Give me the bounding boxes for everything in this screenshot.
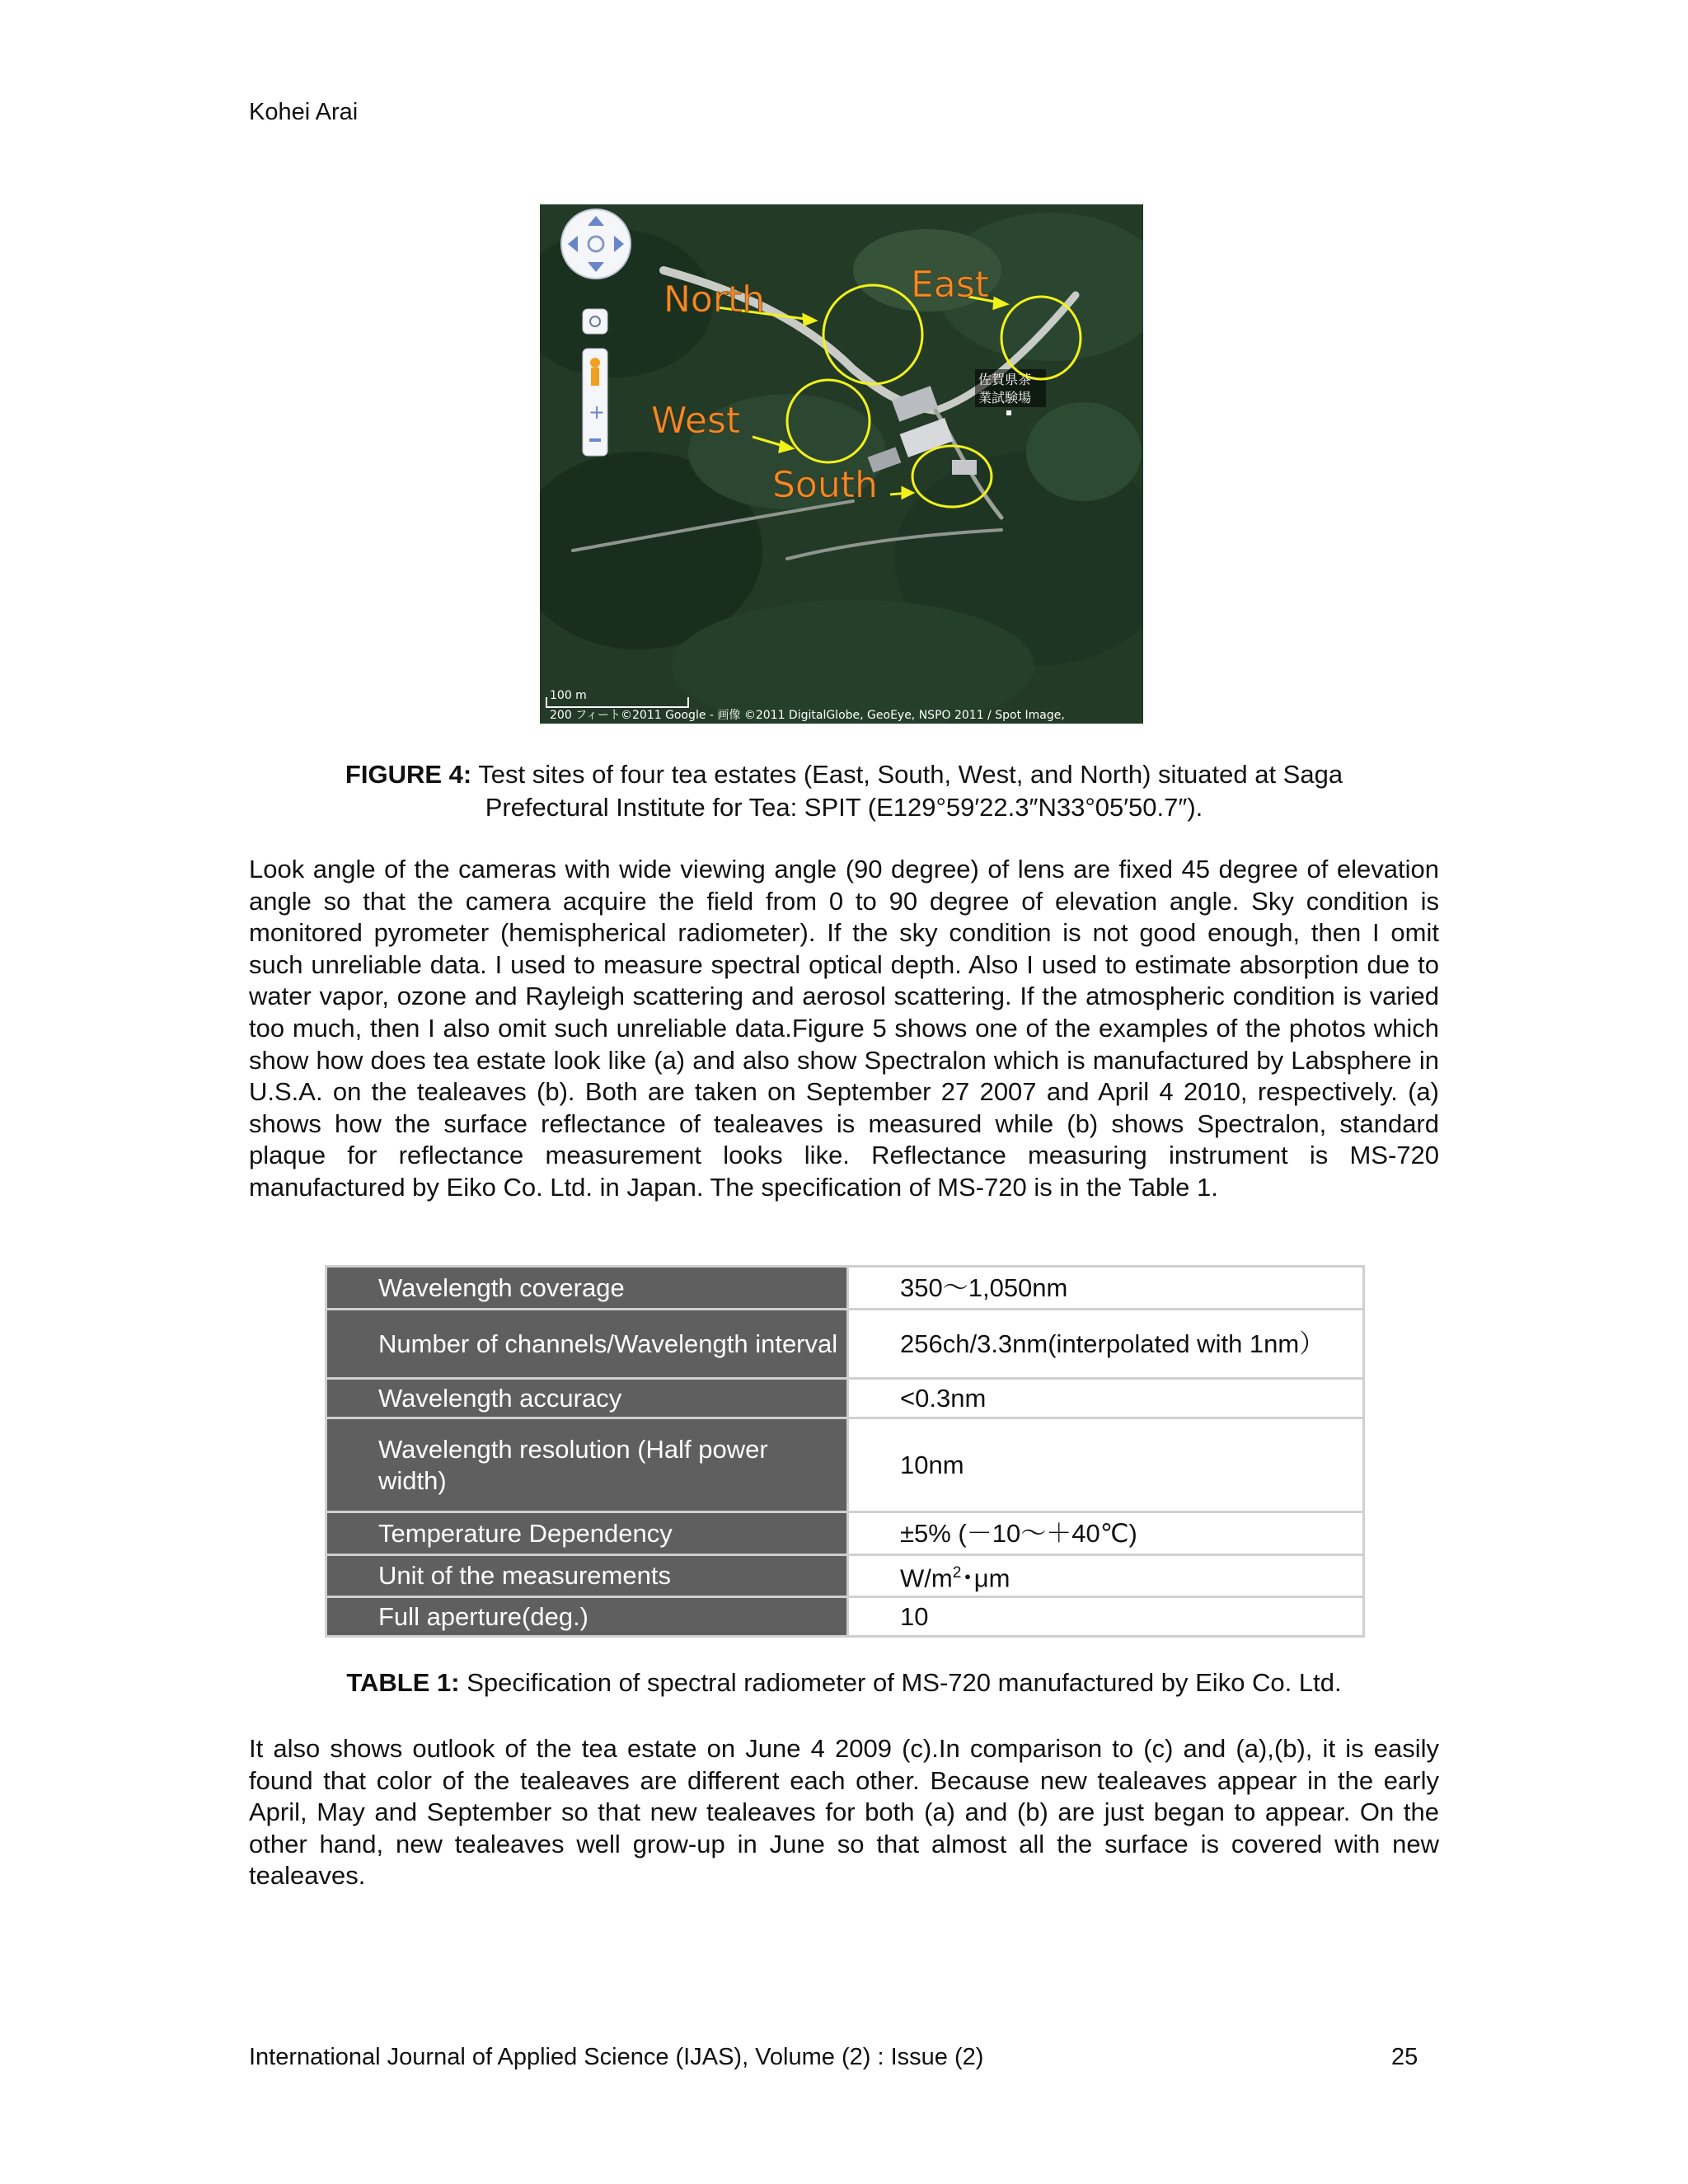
table-caption-label: TABLE 1: — [346, 1668, 460, 1697]
zoom-in-icon: + — [588, 401, 606, 424]
unit-superscript: 2 — [952, 1564, 962, 1582]
table-key-cell: Wavelength resolution (Half power width) — [326, 1418, 848, 1512]
table-row — [326, 1418, 1364, 1512]
table-key-cell: Wavelength accuracy — [326, 1379, 848, 1418]
table-value-cell: 10 — [848, 1597, 1364, 1637]
scale-top-text: 100 m — [550, 689, 587, 702]
place-name-line2: 業試験場 — [978, 390, 1032, 405]
map-attribution: ©2011 Google - 画像 ©2011 DigitalGlobe, GeoEye, NSPO 2011 / Spot Image, — [621, 709, 1065, 722]
figure-caption-line1: Test sites of four tea estates (East, South, West, and North) situated at Saga — [478, 760, 1343, 789]
table-key-cell: Unit of the measurements — [326, 1555, 848, 1597]
table-row — [326, 1267, 1364, 1310]
unit-suffix: ･μm — [961, 1563, 1010, 1593]
table-value-cell: 350～1,050nm — [848, 1267, 1364, 1310]
table-value-cell — [848, 1555, 1364, 1597]
table-row — [326, 1512, 1364, 1555]
table-value-cell: 10nm — [848, 1418, 1364, 1512]
pegman-icon — [590, 358, 600, 368]
table-value-cell: 256ch/3.3nm(interpolated with 1nm） — [848, 1310, 1364, 1379]
table-key-cell: Number of channels/Wavelength interval — [326, 1310, 848, 1379]
map-label-east: East — [911, 264, 989, 306]
map-label-north: North — [663, 279, 766, 321]
body-paragraph-1: Look angle of the cameras with wide viewing angle (90 degree) of lens are fixed 45 degree of elevation angle so that the camera acquire the field from 0 to 90 degree of elevation angle. Sky condition is monitored pyrometer (hemispherical radiometer). If the sky condition is not good enough, then I omit such unreliable data. I used to measure spectral optical depth. Also I used to estimate absorption due to water vapor, ozone and Rayleigh scattering and aerosol scattering. If the atmospheric condition is varied too much, then I also omit such unreliable data.Figure 5 shows one of the examples of the photos which show how does tea estate look like (a) and also show Spectralon which is manufactured by Labsphere in U.S.A. on the tealeaves (b). Both are taken on September 27 2007 and April 4 2010, respectively. (a) shows how the surface reflectance of tealeaves is measured while (b) shows Spectralon, standard plaque for reflectance measurement looks like. Reflectance measuring instrument is MS-720 manufactured by Eiko Co. Ltd. in Japan. The specification of MS-720 is in the Table 1. — [249, 855, 1439, 1202]
scale-bottom-text: 200 フィート — [550, 709, 621, 722]
satellite-map-figure — [540, 204, 1143, 724]
map-zoom-controls[interactable] — [583, 309, 607, 456]
spec-table — [325, 1265, 1365, 1638]
table-caption — [249, 1668, 1439, 1698]
map-pan-control[interactable] — [561, 209, 631, 279]
footer-journal: International Journal of Applied Science (IJAS), Volume (2) : Issue (2) — [249, 2044, 984, 2070]
figure-caption — [249, 758, 1439, 824]
figure-caption-label: FIGURE 4: — [345, 760, 472, 789]
table-key-cell: Full aperture(deg.) — [326, 1597, 848, 1637]
table-row — [326, 1555, 1364, 1597]
map-label-west: West — [651, 400, 741, 442]
table-value-cell: <0.3nm — [848, 1379, 1364, 1418]
table-row — [326, 1379, 1364, 1418]
table-row — [326, 1597, 1364, 1637]
unit-prefix: W/m — [900, 1563, 953, 1593]
table-value-cell: ±5% (－10～＋40℃) — [848, 1512, 1364, 1555]
table-key-cell: Temperature Dependency — [326, 1512, 848, 1555]
table-key-cell: Wavelength coverage — [326, 1267, 848, 1310]
place-name-line1: 佐賀県茶 — [978, 372, 1032, 387]
zoom-out-icon — [589, 438, 601, 442]
body-paragraph-2: It also shows outlook of the tea estate on June 4 2009 (c).In comparison to (c) and (a),(b), it is easily found that color of the tealeaves are different each other. Because new tealeaves appear in the early April, May and September so that new tealeaves for both (a) and (b) are just began to appear. On the other hand, new tealeaves well grow-up in June so that almost all the surface is covered with new tealeaves. — [249, 1734, 1439, 1891]
figure-caption-line2: Prefectural Institute for Tea: SPIT (E129°59′22.3″N33°05′50.7″). — [485, 793, 1203, 822]
map-label-south: South — [772, 464, 878, 506]
table-row — [326, 1310, 1364, 1379]
running-header-author: Kohei Arai — [249, 99, 359, 125]
page-number: 25 — [1391, 2044, 1418, 2070]
table-caption-text: Specification of spectral radiometer of MS-720 manufactured by Eiko Co. Ltd. — [459, 1668, 1342, 1697]
